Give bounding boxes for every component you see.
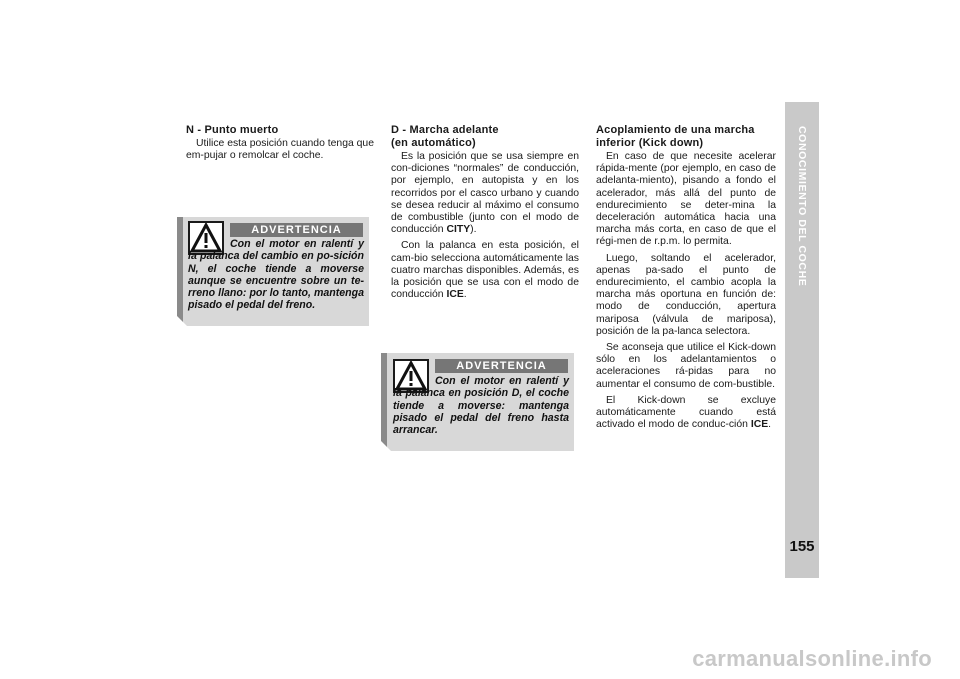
heading-neutral: N - Punto muerto [186, 124, 279, 136]
warning-corner [381, 441, 391, 451]
page-number: 155 [789, 538, 815, 555]
paragraph-kickdown-2: Luego, soltando el acelerador, apenas pa-sado el punto de endurecimiento, el cambio acopla la marcha más oportuna en función de: modo de conducción, apertura mariposa (válvula de mariposa), posición de la pa-lanca selectora. [596, 252, 776, 337]
column-kickdown [596, 124, 776, 431]
paragraph-kickdown-4: El Kick-down se excluye automáticamente cuando está activado el modo de conduc-ción ICE. [596, 394, 776, 431]
warning-box-neutral [177, 217, 369, 326]
column-neutral [186, 124, 374, 162]
warning-title: ADVERTENCIA [435, 359, 568, 373]
paragraph-kickdown-1: En caso de que necesite acelerar rápida-mente (por ejemplo, en caso de adelanta-miento), pisando a fondo el acelerador, más allá del punto de endurecimiento se deter-mina la deceleración automática hacia una marcha más corta, en caso de que el régi-men de r.p.m. lo permita. [596, 151, 776, 248]
paragraph-drive-2: Con la palanca en esta posición, el cam-bio selecciona automáticamente las cuatro marchas disponibles. Además, es la posición que se usa con el modo de conducción ICE. [391, 240, 579, 301]
warning-title: ADVERTENCIA [230, 223, 363, 237]
mode-ice: ICE [446, 289, 464, 301]
warning-corner [177, 316, 187, 326]
mode-city: CITY [446, 224, 471, 236]
section-label: CONOCIMIENTO DEL COCHE [796, 126, 808, 287]
mode-ice: ICE [750, 419, 769, 431]
heading-kickdown: Acoplamiento de una marcha inferior (Kick down) [596, 124, 755, 149]
warning-text: Con el motor en ralentí y la palanca del cambio en po-sición N, el coche tiende a moverse aunque se encuentre sobre un te-rreno llano: por lo tanto, mantenga pisado el pedal del freno. [188, 238, 364, 312]
heading-drive: D - Marcha adelante (en automático) [391, 124, 499, 149]
watermark: carmanualsonline.info [692, 646, 932, 671]
column-drive [391, 124, 579, 301]
paragraph-neutral: Utilice esta posición cuando tenga que em-pujar o remolcar el coche. [186, 138, 374, 162]
warning-stripe [381, 353, 387, 451]
warning-text: Con el motor en ralentí y la palanca en posición D, el coche tiende a moverse: mantenga pisado el pedal del freno hasta arrancar. [393, 375, 569, 437]
paragraph-drive-1: Es la posición que se usa siempre en con-diciones “normales” de conducción, por ejemplo, en autopista y en los recorridos por el casco urbano y cuando se desea reducir al máximo el consumo de combustible (junto con el modo de conducción CITY). [391, 151, 579, 236]
warning-stripe [177, 217, 183, 326]
warning-box-drive [381, 353, 574, 451]
paragraph-kickdown-3: Se aconseja que utilice el Kick-down sólo en los adelantamientos o aceleraciones rá-pidas para no aumentar el consumo de com-bustible. [596, 342, 776, 390]
